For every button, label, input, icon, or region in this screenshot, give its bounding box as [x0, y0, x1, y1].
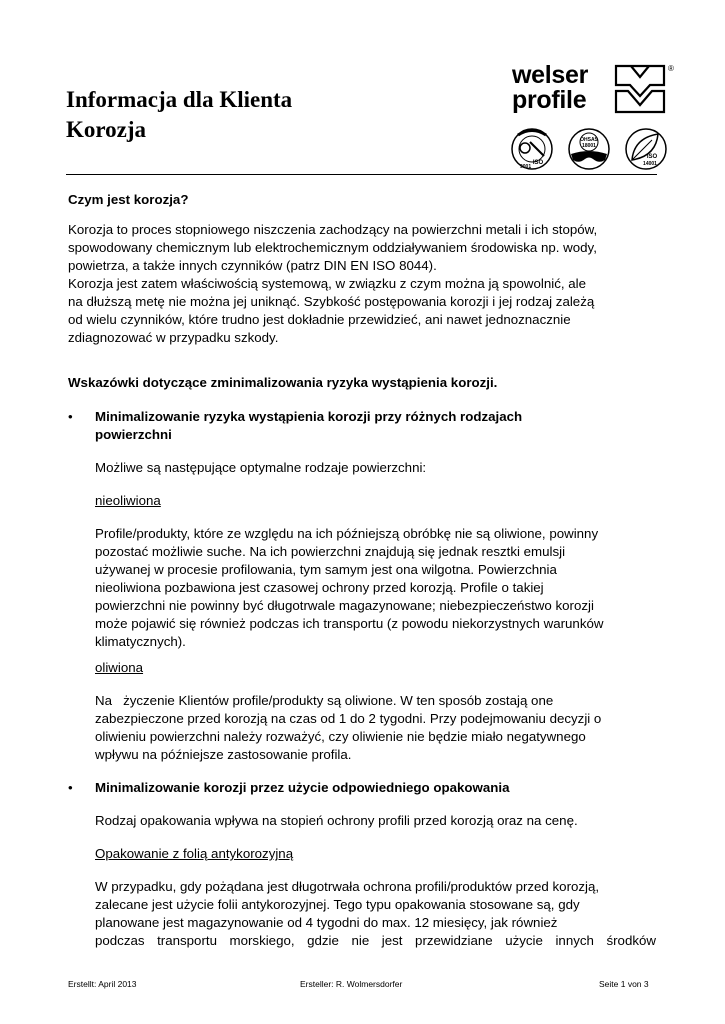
- document-title: Informacja dla Klienta: [66, 87, 293, 112]
- label-unoiled: nieoliwiona: [95, 493, 161, 508]
- paragraph-line: powietrza, a także innych czynników (patrz DIN EN ISO 8044).: [68, 258, 437, 273]
- svg-text:OHSAS: OHSAS: [580, 137, 598, 143]
- paragraph-line: podczas transportu morskiego, gdzie nie jest przewidziane użycie innych środków: [95, 933, 656, 948]
- paragraph-foil: [95, 878, 656, 950]
- paragraph-unoiled: [95, 525, 656, 651]
- svg-text:ISO: ISO: [532, 160, 544, 166]
- bullet-heading-line: powierzchni: [95, 427, 172, 442]
- footer-page-number: Seite 1 von 3: [599, 979, 649, 989]
- paragraph-line: Profile/produkty, które ze względu na ich późniejszą obróbkę nie są oliwione, powinny: [95, 526, 599, 541]
- paragraph-line: Na życzenie Klientów profile/produkty są oliwione. W ten sposób zostają one: [95, 693, 554, 708]
- paragraph-definition: [68, 221, 656, 347]
- paragraph-line: oliwieniu powierzchni należy rozważyć, czy oliwienie nie będzie miało negatywnego: [95, 729, 586, 744]
- ohsas-18001-seal-icon: [565, 126, 613, 172]
- svg-text:ISO: ISO: [646, 154, 658, 160]
- bullet-icon: •: [68, 780, 73, 795]
- paragraph-line: na dłuższą metę nie można jej uniknąć. Szybkość postępowania korozji i jej rodzaj zależą: [68, 294, 595, 309]
- iso-14001-seal-icon: [622, 126, 670, 172]
- label-anticorrosion-foil: Opakowanie z folią antykorozyjną: [95, 846, 294, 861]
- footer-created-date: Erstellt: April 2013: [68, 979, 137, 989]
- logo-wordmark-line2: profile: [512, 86, 587, 114]
- paragraph-line: spowodowany chemicznym lub elektrochemicznym oddziaływaniem środowiska np. wody,: [68, 240, 597, 255]
- paragraph-line: Korozja jest zatem właściwością systemową, w związku z czym można ją spowolnić, ale: [68, 276, 587, 291]
- paragraph-line: powierzchni nie powinny być długotrwale magazynowane; niebezpieczeństwo korozji: [95, 598, 594, 613]
- svg-text:14001: 14001: [643, 161, 657, 167]
- registered-mark: ®: [668, 64, 674, 73]
- paragraph-line: zdiagnozować w przypadku szkody.: [68, 330, 279, 345]
- paragraph-line: może pojawić się również podczas ich transportu (z powodu niekorzystnych warunków: [95, 616, 604, 631]
- paragraph-line: Korozja to proces stopniowego niszczenia zachodzący na powierzchni metali i ich stopów,: [68, 222, 598, 237]
- bullet-icon: •: [68, 409, 73, 424]
- paragraph-line: W przypadku, gdy pożądana jest długotrwała ochrona profili/produktów przed korozją,: [95, 879, 600, 894]
- svg-text:18001: 18001: [582, 143, 596, 149]
- bullet-heading-surfaces: [95, 408, 656, 444]
- paragraph-line: zalecane jest użycie folii antykorozyjnej. Tego typu opakowania stosowane są, gdy: [95, 897, 580, 912]
- svg-text:9001: 9001: [520, 164, 532, 170]
- label-oiled: oliwiona: [95, 660, 144, 675]
- paragraph-line: wpływu na późniejsze zastosowanie profila.: [95, 747, 352, 762]
- bullet-heading-packaging: Minimalizowanie korozji przez użycie odpowiedniego opakowania: [95, 780, 510, 795]
- section-heading-tips: Wskazówki dotyczące zminimalizowania ryzyka wystąpienia korozji.: [68, 375, 498, 390]
- section-heading-what-is-corrosion: Czym jest korozja?: [68, 192, 189, 207]
- paragraph-line: używanej w procesie profilowania, tym samym jest ona wilgotna. Powierzchnia: [95, 562, 557, 577]
- paragraph-line: klimatycznych).: [95, 634, 186, 649]
- footer-author: Ersteller: R. Wolmersdorfer: [300, 979, 403, 989]
- document-subtitle: Korozja: [66, 117, 147, 142]
- header-divider: [66, 174, 657, 175]
- paragraph-line: od wielu czynników, które trudno jest dokładnie przewidzieć, ani nawet jednoznacznie: [68, 312, 571, 327]
- bullet-heading-line: Minimalizowanie ryzyka wystąpienia korozji przy różnych rodzajach: [95, 409, 523, 424]
- paragraph-oiled: [95, 692, 656, 764]
- logo-wordmark-line1: welser: [512, 61, 589, 89]
- paragraph-line: planowane jest magazynowanie od 4 tygodni do max. 12 miesięcy, jak również: [95, 915, 558, 930]
- paragraph-line: nieoliwiona pozbawiona jest czasowej ochrony przed korozją. Profile o takiej: [95, 580, 544, 595]
- packaging-intro: Rodzaj opakowania wpływa na stopień ochrony profili przed korozją oraz na cenę.: [95, 813, 578, 828]
- paragraph-line: pozostać możliwie suche. Na ich powierzchni znajdują się jednak resztki emulsji: [95, 544, 566, 559]
- iso-9001-seal-icon: [508, 126, 556, 172]
- paragraph-line: zabezpieczone przed korozją na czas od 1 do 2 tygodni. Przy podejmowaniu decyzji o: [95, 711, 602, 726]
- surfaces-intro: Możliwe są następujące optymalne rodzaje powierzchni:: [95, 460, 427, 475]
- welser-logo-icon: [614, 64, 666, 114]
